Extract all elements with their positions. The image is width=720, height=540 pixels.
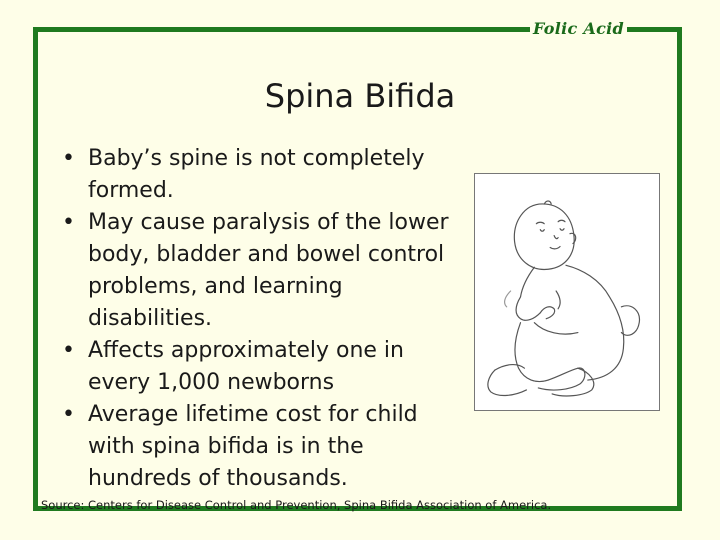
bullet-text: May cause paralysis of the lower body, bladder and bowel control problems, and learning disabilities. xyxy=(88,210,449,331)
bullet-icon: • xyxy=(62,338,75,363)
bullet-icon: • xyxy=(62,402,75,427)
bullet-icon: • xyxy=(62,146,75,171)
bullet-text: Baby’s spine is not completely formed. xyxy=(88,146,425,203)
source-citation: Source: Centers for Disease Control and Prevention, Spina Bifida Association of America. xyxy=(41,498,552,512)
bullet-item xyxy=(58,399,463,495)
bullet-text: Average lifetime cost for child with spina bifida is in the hundreds of thousands. xyxy=(88,402,418,491)
slide-title: Spina Bifida xyxy=(264,77,456,115)
folic-acid-label: Folic Acid xyxy=(530,18,627,40)
bullet-text: Affects approximately one in every 1,000 newborns xyxy=(88,338,404,395)
baby-illustration-frame xyxy=(474,173,660,411)
seated-baby-illustration-icon xyxy=(475,174,659,410)
bullet-list xyxy=(58,143,463,495)
bullet-item xyxy=(58,335,463,399)
bullet-item xyxy=(58,207,463,335)
bullet-icon: • xyxy=(62,210,75,235)
bullet-item xyxy=(58,143,463,207)
